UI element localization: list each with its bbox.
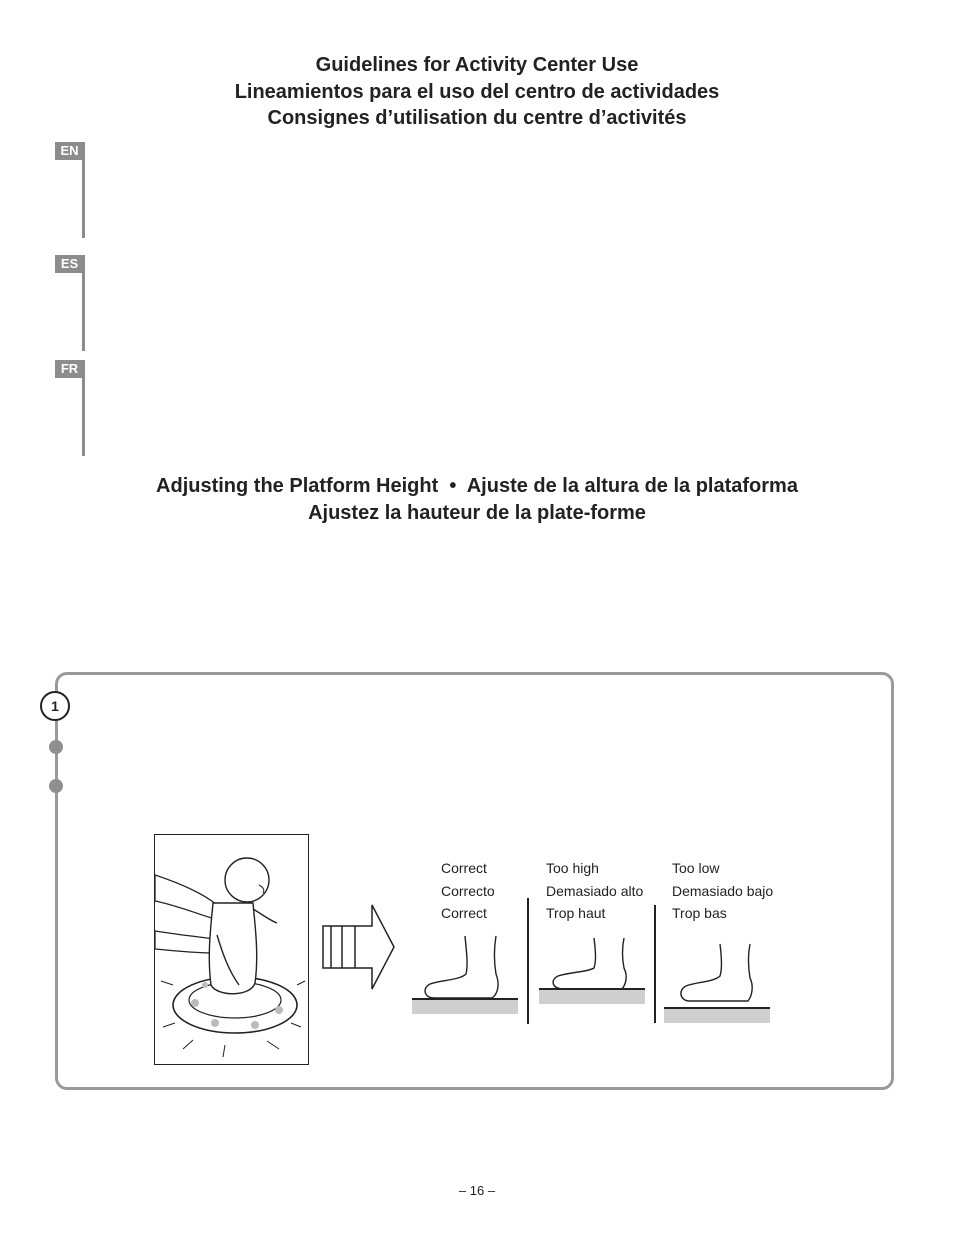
foot-too-high-icon (546, 936, 636, 992)
section-title-line1: Adjusting the Platform Height • Ajuste de la altura de la plataforma (156, 475, 798, 497)
caption-correct-fr: Correct (441, 905, 487, 921)
bullet-dot-2 (49, 779, 63, 793)
baby-drawing (155, 835, 308, 1064)
bullet-dot-1 (49, 740, 63, 754)
ground-too-high (539, 988, 645, 1004)
language-bar-fr (82, 360, 85, 456)
title-es: Lineamientos para el uso del centro de actividades (234, 80, 720, 103)
language-tab-es: ES (55, 255, 84, 273)
page-header (0, 52, 954, 132)
baby-activity-center-illustration (154, 834, 309, 1065)
foot-correct-icon (420, 934, 510, 1000)
caption-correct-es: Correcto (441, 882, 495, 899)
language-bar-en (82, 142, 85, 238)
caption-correct (441, 857, 495, 925)
caption-too-low-es: Demasiado bajo (672, 882, 774, 899)
section-title (0, 473, 954, 527)
section-title-line2: Ajustez la hauteur de la plate-forme (308, 502, 646, 524)
caption-too-low-fr: Trop bas (672, 905, 727, 921)
title-en: Guidelines for Activity Center Use (315, 54, 639, 76)
language-bar-es (82, 255, 85, 351)
caption-too-high-es: Demasiado alto (546, 882, 644, 899)
caption-too-high-fr: Trop haut (546, 905, 606, 921)
title-fr: Consignes d’utilisation du centre d’activités (267, 107, 687, 129)
right-arrow-icon (322, 904, 396, 990)
language-tab-en: EN (55, 142, 84, 160)
caption-correct-en: Correct (441, 860, 487, 876)
page-number: – 16 – (458, 1183, 496, 1198)
divider-1 (527, 898, 529, 1024)
step-number-badge: 1 (40, 691, 70, 721)
language-tab-fr: FR (55, 360, 84, 378)
ground-too-low (664, 1007, 770, 1023)
caption-too-high-en: Too high (546, 860, 599, 876)
divider-2 (654, 905, 656, 1023)
caption-too-high (546, 857, 643, 925)
foot-too-low-icon (672, 942, 762, 1004)
caption-too-low (672, 857, 773, 925)
caption-too-low-en: Too low (672, 860, 720, 876)
ground-correct (412, 998, 518, 1014)
